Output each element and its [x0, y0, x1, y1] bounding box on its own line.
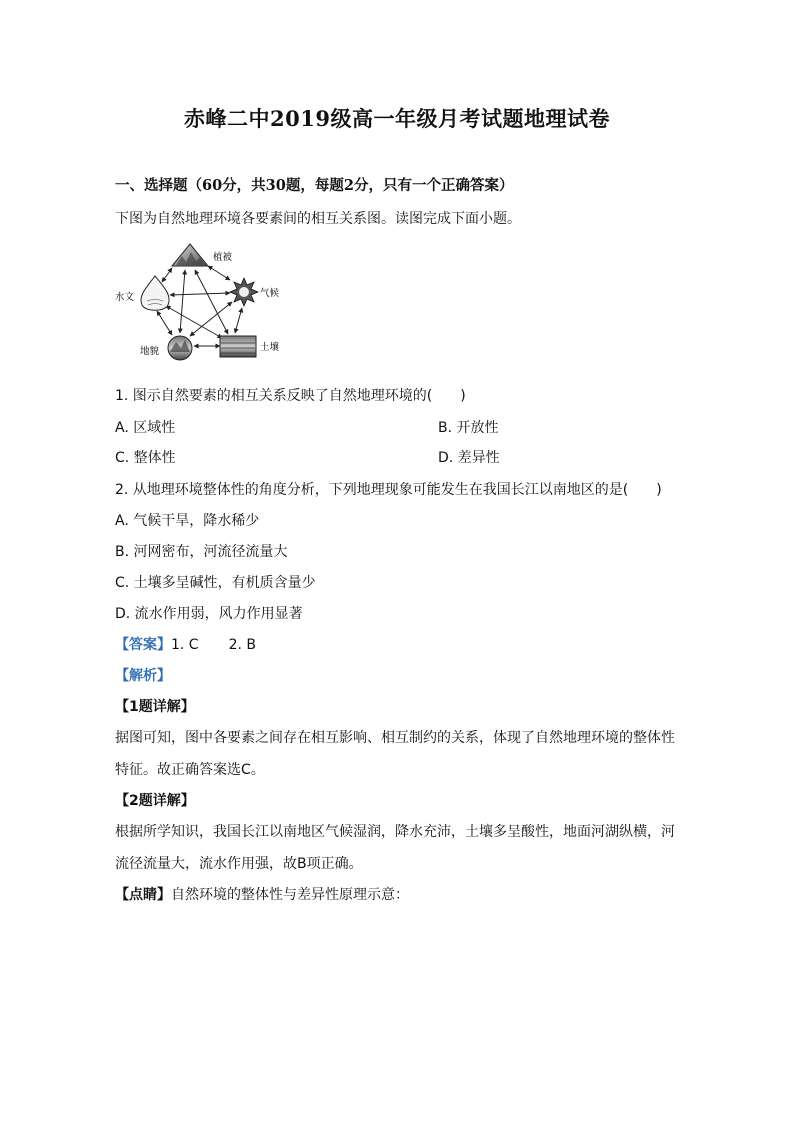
detail-1-line-1: 据图可知，图中各要素之间存在相互影响、相互制约的关系，体现了自然地理环境的整体性: [115, 730, 675, 746]
label-climate: 气候: [260, 288, 280, 299]
arrow-hydrology-climate: [170, 293, 230, 295]
detail-2-line-2: 流径流量大，流水作用强，故B项正确。: [115, 856, 363, 872]
answer-label: 【答案】: [115, 637, 171, 653]
question-1-stem: 1. 图示自然要素的相互关系反映了自然地理环境的( ): [115, 388, 466, 404]
question-2-option-b: B. 河网密布，河流径流量大: [115, 544, 288, 560]
label-vegetation: 植被: [213, 252, 233, 263]
page-title: 赤峰二中2019级高一年级月考试题地理试卷: [184, 106, 610, 131]
tip-label: 【点睛】: [115, 887, 171, 903]
label-hydrology: 水文: [115, 292, 135, 303]
question-1-option-c: C. 整体性: [115, 450, 176, 466]
question-1-option-d: D. 差异性: [438, 450, 500, 466]
answer-q1: 1. C: [171, 637, 199, 653]
question-2-option-c: C. 土壤多呈碱性，有机质含量少: [115, 575, 316, 591]
question-1-option-b: B. 开放性: [438, 420, 499, 436]
detail-1-heading: 【1题详解】: [115, 699, 195, 715]
label-landform: 地貌: [140, 346, 160, 357]
arrow-vegetation-hydrology: [162, 268, 172, 282]
question-1-option-a: A. 区域性: [115, 420, 176, 436]
element-relationship-diagram: [110, 238, 300, 368]
arrow-climate-landform: [190, 302, 232, 336]
arrow-vegetation-climate: [208, 266, 230, 280]
detail-2-line-1: 根据所学知识，我国长江以南地区气候湿润，降水充沛，土壤多呈酸性，地面河湖纵横，河: [115, 824, 675, 840]
intro-text: 下图为自然地理环境各要素间的相互关系图。读图完成下面小题。: [115, 211, 521, 227]
tip-line: [115, 884, 409, 904]
answer-line: [115, 634, 256, 654]
arrow-vegetation-soil: [195, 270, 228, 334]
tip-text: 自然环境的整体性与差异性原理示意：: [171, 887, 409, 903]
analysis-label: 【解析】: [115, 668, 171, 684]
detail-1-line-2: 特征。故正确答案选C。: [115, 762, 265, 778]
question-2-option-d: D. 流水作用弱，风力作用显著: [115, 606, 303, 622]
answer-q2: 2. B: [228, 637, 257, 653]
label-soil: 土壤: [260, 342, 280, 353]
arrow-vegetation-landform: [180, 270, 185, 333]
arrow-hydrology-landform: [157, 311, 172, 335]
arrow-climate-soil: [235, 308, 242, 333]
hydrology-icon: [141, 276, 169, 310]
question-2-stem: 2. 从地理环境整体性的角度分析，下列地理现象可能发生在我国长江以南地区的是( ): [115, 482, 662, 498]
question-2-option-a: A. 气候干旱，降水稀少: [115, 513, 260, 529]
detail-2-heading: 【2题详解】: [115, 793, 195, 809]
soil-icon: [220, 336, 256, 357]
section-heading: 一、选择题（60分，共30题，每题2分，只有一个正确答案）: [115, 177, 514, 194]
